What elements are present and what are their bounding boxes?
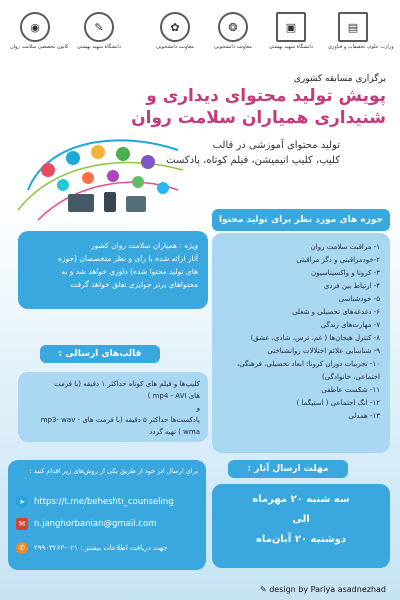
logo-caption: معاونت دانشجویی — [156, 44, 194, 50]
list-item: ۲-خودمراقبتی و دگر مراقبتی — [296, 256, 380, 264]
list-item: ۸- کنترل هیجان‌ها ( غم، ترس، شادی، عشق) — [250, 334, 380, 342]
phone-row — [16, 540, 202, 556]
formats-line: wma ) تهیه گردد — [149, 428, 200, 436]
logo-caption: وزارت علوم، تحقیقات و فناوری — [328, 44, 394, 50]
pen-icon: ✎ — [259, 585, 270, 594]
list-item: ۹- شناسایی علائم اختلالات روانشناختی — [267, 347, 380, 355]
subtitle-line-1: تولید محتوای آموزشی در قالب — [212, 140, 340, 151]
list-item: ۷- مهارت‌های زندگی — [320, 321, 380, 329]
camera-aperture-icon: ◉ — [20, 12, 50, 42]
list-item: ۱۰- تجربیات دوران کرونا: ابعاد تحصیلی، فرهنگی، — [236, 360, 380, 368]
topics-box — [212, 233, 390, 453]
star-icon — [91, 145, 105, 159]
judging-line: های تولید محتوا شده) داوری خواهد شد و به — [61, 267, 198, 276]
telegram-link[interactable]: https://t.me/beheshti_counseling — [34, 497, 174, 507]
phone-icon — [104, 192, 116, 212]
list-item: ۳- کرونا و واکسیناسیون — [311, 269, 380, 277]
logo-caption: دانشگاه شهید بهشتی — [268, 44, 313, 50]
logo-student-affairs-1 — [150, 12, 200, 64]
chat-icon — [116, 147, 130, 161]
list-item: ۱۲- انگ اجتماعی ( استیگما ) — [296, 399, 380, 407]
telegram-row[interactable] — [16, 494, 202, 510]
phone-text: جهت دریافت اطلاعات بیشتر : ۰۲۱-۲۹۹۰۳۲۶۳ — [34, 544, 168, 552]
phone-icon: ✆ — [16, 542, 28, 554]
play-icon — [141, 155, 155, 169]
logo-caption: دانشگاه شهید بهشتی — [76, 44, 121, 50]
music-icon — [82, 172, 94, 184]
list-item: ۴- ارتباط بین فردی — [323, 282, 380, 290]
logo-student-affairs-2 — [208, 12, 258, 64]
deadline-box — [212, 484, 390, 568]
contact-prompt: برای ارسال اثر خود از طریق یکی از روش‌های زیر اقدام کنید : — [29, 467, 198, 475]
formats-line: و — [196, 404, 200, 412]
formats-line: پادکست‌ها حداکثر ۵ دقیقه (با فرمت های - mp3- wav — [40, 416, 200, 424]
topics-list — [212, 233, 390, 429]
camera-icon — [57, 179, 69, 191]
wifi-icon — [157, 182, 169, 194]
subtitle-line-2: کلیپ، کلیپ انیمیشن، فیلم کوتاه، پادکست — [166, 155, 340, 166]
formats-line: های mp4 - AVI ) — [147, 392, 200, 400]
social-media-illustration — [8, 130, 188, 225]
logo-strip — [0, 6, 400, 66]
book-seal-icon: ▤ — [338, 12, 368, 42]
mail-icon — [107, 170, 119, 182]
share-icon — [66, 151, 80, 165]
formats-box — [18, 372, 208, 442]
judging-box — [18, 231, 208, 309]
laptop-icon — [68, 194, 94, 212]
university-seal-icon: ❂ — [218, 12, 248, 42]
design-credit — [260, 585, 386, 594]
logo-university-script — [74, 12, 124, 64]
deadline-end: دوشنبه ۲۰ آبان‌ماه — [256, 534, 346, 545]
list-item: ۱۳- همدلی — [348, 412, 380, 420]
tablet-icon — [126, 196, 146, 212]
gmail-icon: M — [16, 518, 28, 530]
email-link[interactable]: n.janghorbanian@gmail.com — [34, 519, 157, 529]
intro-text: برگزاری مسابقه کشوری — [293, 74, 386, 84]
deadline-title: مهلت ارسال آثار : — [228, 460, 348, 478]
judging-line: ویژه : همیاران سلامت روان کشور — [90, 241, 198, 250]
list-item: ۵- خودشناسی — [338, 295, 380, 303]
logo-ministry-science — [328, 12, 394, 64]
deadline-until: الی — [292, 514, 310, 525]
logo-counseling-center — [10, 12, 69, 64]
deadline-start: سه شنبه ۲۰ مهرماه — [252, 494, 350, 505]
contact-box — [8, 460, 206, 570]
university-seal-icon: ✿ — [160, 12, 190, 42]
brand-script-icon: ✎ — [84, 12, 114, 42]
email-row[interactable] — [16, 516, 202, 532]
list-item: ۶- دغدغه‌های تحصیلی و شغلی — [292, 308, 380, 316]
list-item: ۱- مراقبت سلامت روان — [310, 243, 380, 251]
list-item: ۱۱- شکست عاطفی — [321, 386, 380, 394]
logo-caption: کانون تخصصی سلامت روان — [10, 44, 69, 50]
title-line-2: شنیداری همیاران سلامت روان — [131, 108, 386, 128]
telegram-icon: ➤ — [16, 496, 28, 508]
judging-line: محتواهای برتر جوایزی تعلق خواهد گرفت — [70, 280, 198, 289]
logo-caption: معاونت دانشجویی — [214, 44, 252, 50]
title-line-1: پویش تولید محتوای دیداری و — [146, 86, 386, 106]
topics-title: حوزه های مورد نظر برای تولید محتوا — [212, 209, 390, 231]
heart-icon — [41, 163, 55, 177]
formats-title: قالب‌های ارسالی : — [40, 345, 160, 363]
judging-line: آثار ارائه شده با رای و نظر متخصصان (حوزه — [57, 254, 198, 263]
formats-line: کلیپ‌ها و فیلم های کوتاه حداکثر ۱ دقیقه (با فرمت — [54, 380, 200, 388]
cloud-icon — [132, 176, 144, 188]
logo-shahid-beheshti — [266, 12, 316, 64]
credit-text: design by Pariya asadnezhad — [269, 585, 386, 594]
list-item: اجتماعی، خانوادگی) — [321, 373, 380, 381]
book-seal-icon: ▣ — [276, 12, 306, 42]
